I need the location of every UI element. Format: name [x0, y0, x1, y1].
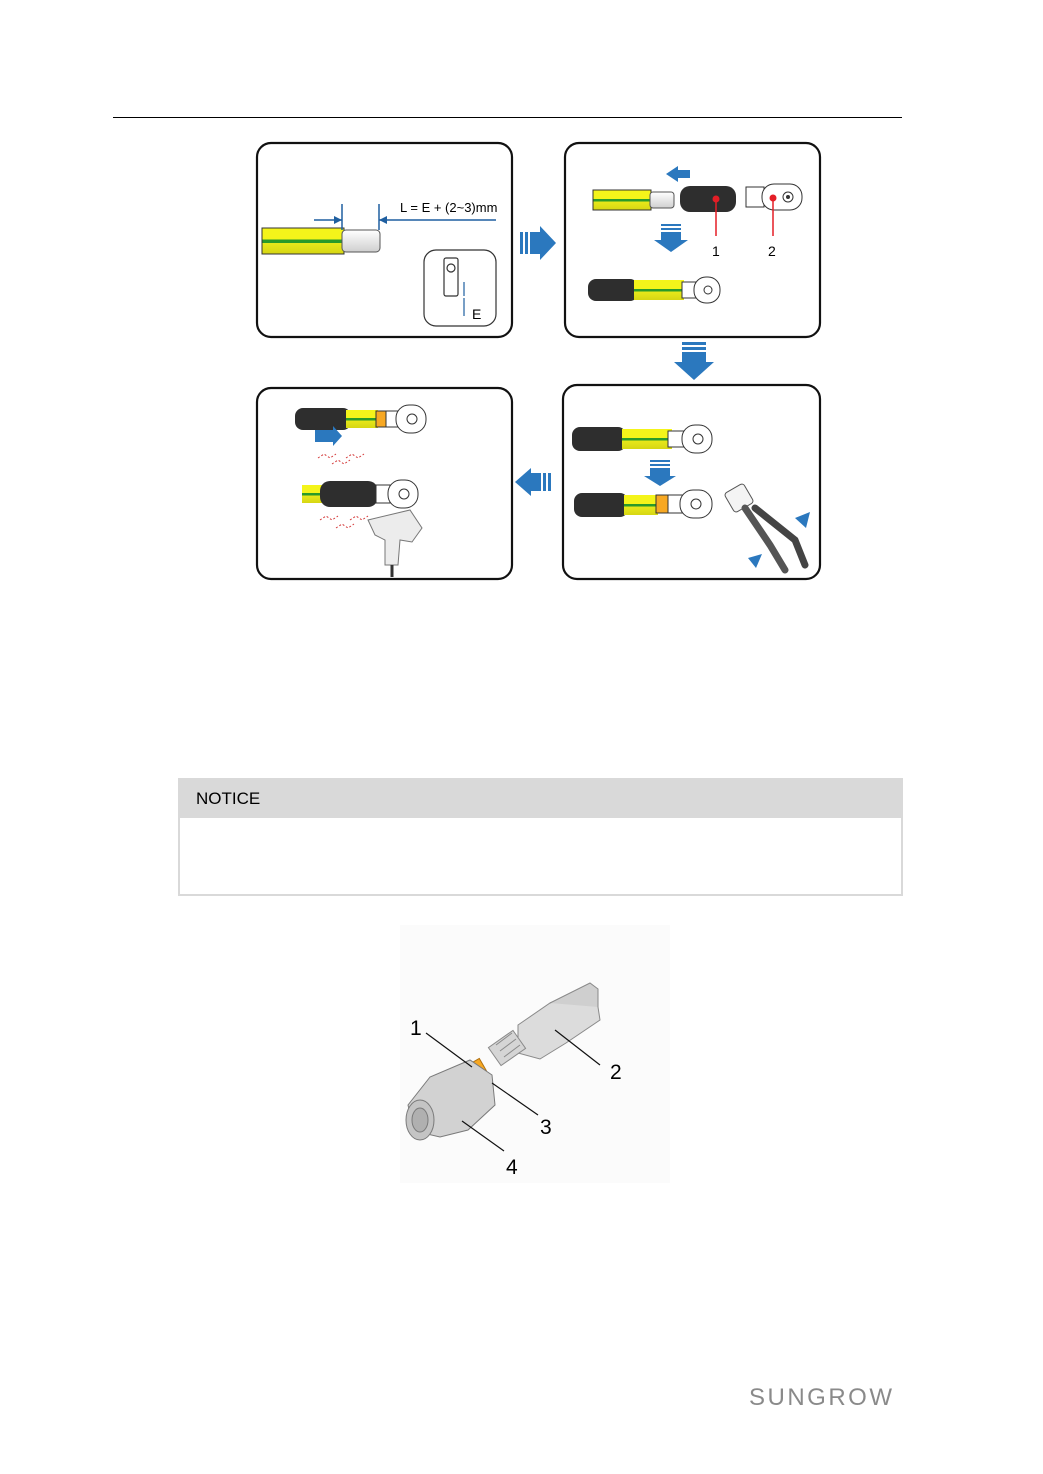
- flow-arrow-right-icon: [520, 226, 556, 260]
- part-callout-4: 4: [506, 1156, 518, 1179]
- step-sleeve-terminal-panel: [565, 143, 820, 337]
- part-callout-1: 1: [410, 1017, 422, 1040]
- step-strip-wire-panel: [257, 143, 512, 337]
- part-callout-3: 3: [540, 1116, 552, 1139]
- callout-1: 1: [712, 243, 720, 259]
- step-crimp-panel: [563, 385, 820, 579]
- strip-length-formula: L = E + (2~3)mm: [400, 200, 498, 215]
- callout-2: 2: [768, 243, 776, 259]
- part-callout-2: 2: [610, 1061, 622, 1084]
- flow-arrow-left-icon: [515, 468, 551, 496]
- notice-header: [180, 780, 901, 818]
- connector-parts-figure: [400, 925, 670, 1183]
- notice-box: [178, 778, 903, 896]
- notice-title: NOTICE: [196, 789, 261, 808]
- flow-arrow-down-icon: [674, 342, 714, 380]
- header-rule: [113, 117, 902, 118]
- crimping-procedure-figure: [250, 140, 825, 585]
- step-heat-shrink-panel: [257, 388, 512, 579]
- sungrow-logo: SUNGROW: [749, 1384, 895, 1411]
- dimension-e-label: E: [472, 306, 482, 322]
